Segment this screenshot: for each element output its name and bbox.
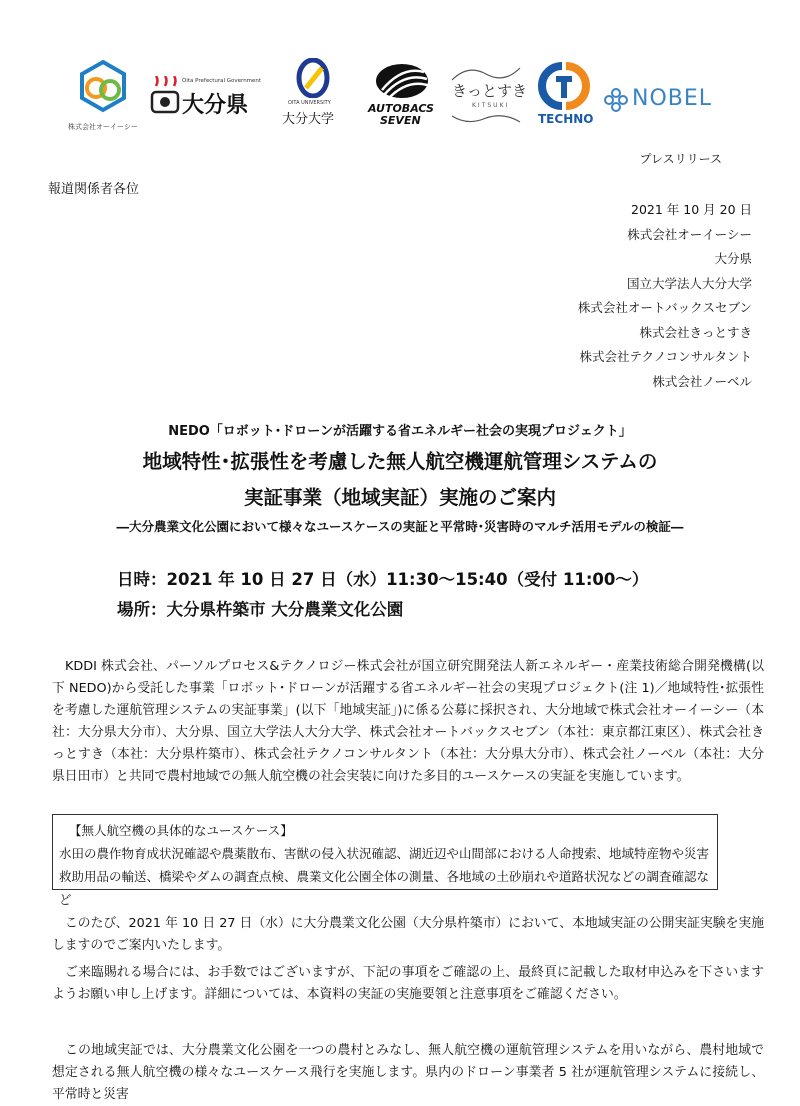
issue-date: 2021 年 10 月 20 日 — [631, 202, 752, 217]
sender-nobel: 株式会社ノーベル — [652, 373, 752, 389]
body-paragraph-1-text: KDDI 株式会社、パーソルプロセス&テクノロジー株式会社が国立研究開発法人新エネルギー・産業技術総合開発機構(以下 NEDO)から受託した事業「ロボット･ドローンが活躍する省エネルギー社会の実現プロジェクト(注 1)／地域特性･拡張性を考慮した運航管理システムの実証事業」(以下「地域実証」)に係る公募に採択され、大分地域で株式会社オーイーシー（本社：大分県大分市）、大分県、国立大学法人大分大学、株式会社オートバックスセブン（本社：東京都江東区）、株式会社きっとすき（本社：大分県杵築市）、株式会社テクノコンサルタント（本社：大分県大分市）、株式会社ノーベル（本社：大分県日田市）と共同で農村地域での無人航空機の社会実装に向けた多目的ユースケースの実証を実施しています。 — [52, 659, 764, 784]
usecase-heading: 【無人航空機の具体的なユースケース】 — [69, 823, 293, 838]
title-line-2: 実証事業（地域実証）実施のご案内 — [243, 486, 556, 509]
oec-caption: 株式会社オーイーシー — [68, 123, 138, 131]
body-paragraph-3 — [52, 962, 764, 1006]
nobel-logo — [604, 58, 744, 138]
oita-onsen-icon — [150, 76, 180, 122]
kittosuki-logo — [448, 58, 528, 138]
oita-university-ja: 大分大学 — [282, 112, 335, 127]
sender-techno: 株式会社テクノコンサルタント — [579, 349, 752, 364]
oita-prefecture-en: Oita Prefectural Government — [182, 78, 262, 84]
body-paragraph-2 — [52, 913, 764, 957]
nobel-emblem-icon — [604, 88, 628, 112]
kittosuki-wave-bottom-icon — [448, 112, 524, 126]
autobacs-emblem-icon — [372, 62, 432, 100]
nobel-label: NOBEL — [632, 86, 713, 111]
body-paragraph-4-text: この地域実証では、大分農業文化公園を一つの農村とみなし、無人航空機の運航管理システムを用いながら、農村地域で想定される無人航空機の様々なユースケース飛行を実施します。県内のドローン事業者 5 社が運航管理システムに接続し、平常時と災害 — [52, 1043, 764, 1102]
usecase-text: 水田の農作物育成状況確認や農薬散布、害獣の侵入状況確認、湖近辺や山間部における人命捜索、地域特産物や災害救助用品の輸送、橋梁やダムの調査点検、農業文化公園全体の測量、各地域の土砂崩れや道路状況などの調査確認など — [59, 846, 710, 907]
kittosuki-en: KITSUKI — [472, 102, 510, 109]
subtitle: ―大分農業文化公園において様々なユースケースの実証と平常時･災害時のマルチ活用モデルの検証― — [116, 519, 684, 534]
addressee: 報道関係者各位 — [48, 182, 140, 197]
oita-university-emblem-icon — [296, 58, 330, 98]
oita-prefecture-ja: 大分県 — [182, 93, 249, 118]
title-line-1: 地域特性･拡張性を考慮した無人航空機運航管理システムの — [142, 450, 658, 473]
event-datetime: 日時：2021 年 10 日 27 日（水）11:30～15:40（受付 11:00～） — [117, 570, 649, 589]
oita-university-logo — [282, 58, 344, 138]
techno-emblem-icon — [534, 60, 594, 112]
techno-logo — [532, 58, 598, 138]
partner-logos — [68, 58, 752, 138]
sender-kittosuki: 株式会社きっとすき — [639, 324, 752, 340]
sender-block — [578, 198, 752, 394]
sender-autobacs: 株式会社オートバックスセブン — [577, 300, 752, 315]
press-release-label: プレスリリース — [639, 152, 722, 166]
autobacs-line1: AUTOBACS — [368, 102, 434, 115]
body-paragraph-4 — [52, 1040, 764, 1106]
sender-oec: 株式会社オーイーシー — [627, 226, 752, 242]
oec-hexagon-icon — [72, 58, 134, 118]
kittosuki-ja: きっとすき — [452, 82, 528, 100]
body-paragraph-3-text: ご来臨賜れる場合には、お手数ではございますが、下記の事項をご確認の上、最終頁に記載した取材申込みを下さいますようお願い申し上げます。詳細については、本資料の実証の実施要領と注意事項をご確認ください。 — [52, 965, 765, 1002]
techno-label: TECHNO — [538, 112, 594, 126]
project-line: NEDO「ロボット･ドローンが活躍する省エネルギー社会の実現プロジェクト」 — [168, 424, 632, 439]
body-paragraph-1 — [52, 656, 764, 788]
body-paragraph-2-text: このたび、2021 年 10 日 27 日（水）に大分農業文化公園（大分県杵築市）において、本地域実証の公開実証実験を実施しますのでご案内いたします。 — [52, 916, 764, 953]
oita-prefecture-logo — [150, 58, 262, 138]
autobacs-logo — [368, 58, 440, 138]
event-place: 場所：大分県杵築市 大分農業文化公園 — [117, 600, 404, 619]
sender-oita-prefecture: 大分県 — [714, 251, 752, 266]
oec-logo — [68, 58, 138, 138]
usecase-box — [52, 814, 718, 907]
autobacs-line2: SEVEN — [380, 114, 421, 127]
sender-oita-university: 国立大学法人大分大学 — [626, 275, 752, 291]
oita-university-en: OITA UNIVERSITY — [288, 100, 331, 106]
